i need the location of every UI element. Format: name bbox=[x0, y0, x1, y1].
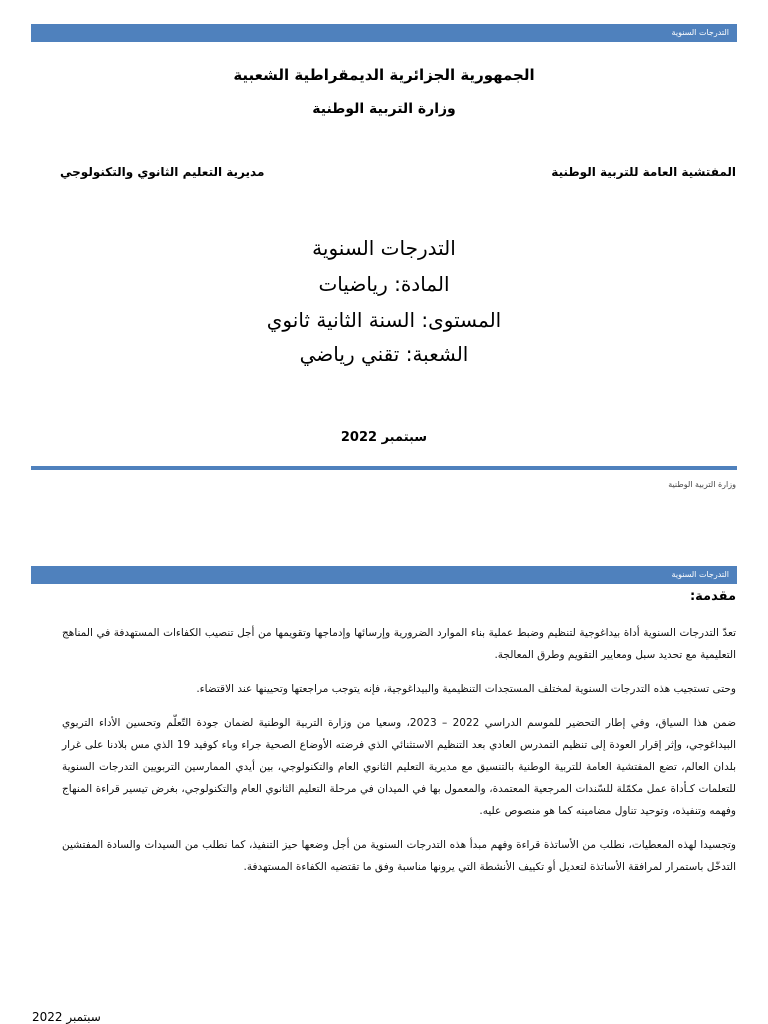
page2-footer-date: سبتمبر 2022 bbox=[32, 1010, 101, 1024]
page-header-bar: التدرجات السنوية bbox=[31, 24, 737, 42]
document-title: التدرجات السنوية bbox=[312, 236, 456, 260]
intro-paragraph-4: وتجسيدا لهذه المعطيات، نطلب من الأساتذة قراءة وفهم مبدأ هذه التدرجات السنوية من أجل وضعها حيز التنفيذ، كما نطلب من السيدات والسادة المفتشين التدخّل باستمرار لمرافقة الأساتذة لتعديل أو تكييف الأنشطة التي يرونها مناسبة وفق ما تقتضيه الكفاءة المستهدفة. bbox=[62, 839, 736, 873]
republic-title: الجمهورية الجزائرية الديمقراطية الشعبية bbox=[233, 66, 535, 84]
intro-body bbox=[62, 622, 736, 878]
document-date: سبتمبر 2022 bbox=[340, 430, 428, 445]
page-footer: وزارة التربية الوطنية bbox=[668, 480, 736, 489]
intro-heading: مقدمة: bbox=[689, 589, 736, 604]
intro-paragraph-2: وحتى تستجيب هذه التدرجات السنوية لمختلف المستجدات التنظيمية والبيداغوجية، فإنه يتوجب مراجعتها وتحيينها عند الاقتضاء. bbox=[196, 683, 736, 695]
intro-paragraph-3: ضمن هذا السياق، وفي إطار التحضير للموسم الدراسي 2022 – 2023، وسعيا من وزارة التربية الوطنية لضمان جودة التّعلّم وتحسين الأداء التربوي البيداغوجي، وإثر إقرار العودة إلى تنظيم التمدرس العادي بعد التنظيم الاستثنائي الذي فرضته الأوضاع الصحية جراء وباء كوفيد 19 الذي مس بلادنا على غرار بلدان العالم، تضع المفتشية العامة للتربية الوطنية بالتنسيق مع مديرية التعليم الثانوي العام والتكنولوجي، بين أيدي الممارسين التربويين التدرجات السنوية للتعلمات كـأداة عمل مكمّلة للسّندات المرجعية المعتمدة، والمعمول بها في الميدان في مرحلة التعليم الثانوي العام والتكنولوجي، بغرض تيسير قراءة المنهاج وفهمه وتنفيذه، وتوحيد تناول مضامينه كما هو منصوص عليه. bbox=[62, 717, 737, 817]
inspectorate-label: المفتشية العامة للتربية الوطنية bbox=[551, 165, 736, 179]
page-divider bbox=[31, 466, 737, 470]
directorate-label: مديرية التعليم الثانوي والتكنولوجي bbox=[60, 165, 265, 179]
intro-paragraph-1: تعدّ التدرجات السنوية أداة بيداغوجية لتنظيم وضبط عملية بناء الموارد الضرورية وإرسائها وإدماجها وتقويمها من أجل تنصيب الكفاءات المستهدفة في المناهج التعليمية مع تحديد سبل ومعايير التقويم وطرق المعالجة. bbox=[62, 627, 736, 661]
document-level: المستوى: السنة الثانية ثانوي bbox=[266, 308, 502, 332]
document-branch: الشعبة: تقني رياضي bbox=[299, 342, 469, 366]
page2-header-bar: التدرجات السنوية bbox=[31, 566, 737, 584]
document-subject: المادة: رياضيات bbox=[318, 272, 450, 296]
ministry-title: وزارة التربية الوطنية bbox=[312, 101, 456, 117]
